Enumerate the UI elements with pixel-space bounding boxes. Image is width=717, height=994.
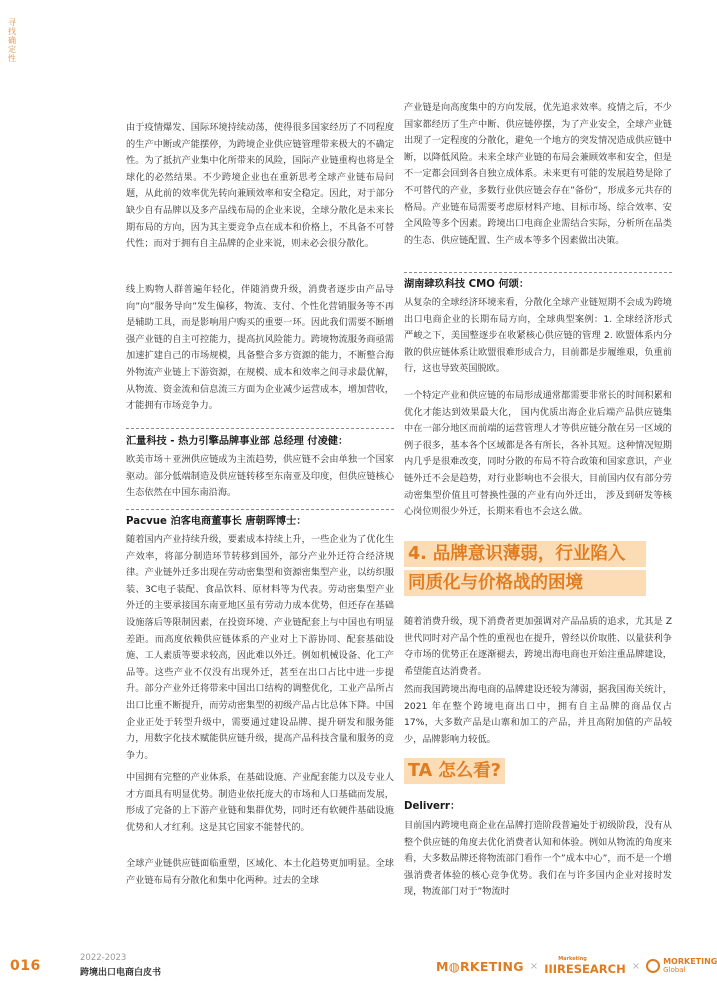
page-number: 016 [10, 958, 41, 974]
divider [126, 509, 394, 510]
right-paragraph-4: 随着消费升级，现下消费者更加强调对产品品质的追求，尤其是 Z 世代同时对产品个性的重视也在提升，曾经以价取胜、以量获利争夺市场的优势正在逐渐褪去，跨境出海电商也开始注重品牌建设，希望能直达消费者。 [404, 616, 672, 677]
morketing-global-subtitle: Global [663, 966, 686, 974]
morketing-global-text [663, 958, 717, 974]
morketing-global-logo [646, 958, 717, 974]
left-paragraph-4: 随着国内产业持续升级，要素成本持续上升，一些企业为了优化生产效率，将部分制造环节转移到国外，部分产业外迁符合经济规律。产业链外迁多出现在劳动密集型和资源密集型产业，以纺织服装、3C电子装配、食品饮料、原材料等为代表。劳动密集型产业外迁的主要承接国东南亚地区虽有劳动力成本优势，但还存在基础设施落后等限制因素，在投资环境、产业链配套上与中国也有明显差距。而高度依赖供应链体系的产业对上下游协同、配套基础设施、工人素质等要求较高，因此难以外迁。例如机械设备、化工产品等。这些产业不仅没有出现外迁，甚至在出口占比中进一步提升。部分产业外迁将带来中国出口结构的调整优化，工业产品所占出口比重不断提升，而劳动密集型的初级产品占比总体下降。中国企业正处于转型升级中，需要通过建设品牌、提升研发和服务能力，用数字化技术赋能供应链升级，提高产品科技含量和服务的竞争力。 [126, 534, 394, 761]
morketing-global-title: MORKETING [663, 957, 717, 966]
left-paragraph-5: 中国拥有完整的产业体系，在基础设施、产业配套能力以及专业人才方面具有明显优势。制造业依托庞大的市场和人口基础而发展，形成了完备的上下游产业链和集群优势，同时还有软硬件基础设施优势和人才红利。这是其它国家不能替代的。 [126, 772, 394, 833]
ta-view-title [404, 758, 646, 787]
speaker-heading-pacvue: Pacvue 泊客电商董事长 唐朝晖博士： [126, 516, 307, 527]
side-tag-char: 性 [8, 54, 16, 63]
ta-view-title-text: TA 怎么看? [404, 758, 505, 784]
side-section-tag [8, 18, 18, 63]
morketing-circle-icon [646, 959, 660, 973]
times-icon: × [529, 960, 539, 972]
left-paragraph-3: 欧美市场＋亚洲供应链成为主流趋势，供应链不会由单独一个国家驱动。部分低端制造及供应链转移至东南亚及印度，但供应链核心生态依然在中国东南沿海。 [126, 454, 394, 499]
left-paragraph-1: 由于疫情爆发、国际环境持续动荡，使得很多国家经历了不同程度的生产中断或产能摆停，为跨境企业供应链管理带来极大的不确定性。为了抵抗产业集中化所带来的风险，国际产业链重构也将是全球化的必然结果。不少跨境企业也在重新思考全球产业链布局问题，从此前的效率优先转向兼顾效率和安全稳定。因此，对于部分缺少自有品牌以及多产品线布局的企业来说，全球分散化是未来长期布局的方向，因为其主要竞争点在成本和价格上，不具备不可替代性；而对于拥有自主品牌的企业来说，则未必会很分散化。 [126, 122, 394, 250]
footer-title: 跨境出口电商白皮书 [80, 968, 162, 978]
left-paragraph-2: 线上购物人群普遍年轻化，伴随消费升级，消费者逐步由产品导向”向”服务导向”发生偏移，物流、支付、个性化营销服务等不再是辅助工具，而是影响用户购买的重要一环。因此我们需要不断增强产业链的自主可控能力，提高抗风险能力。跨境物流服务商亟需加速扩建自己的市场规模，具备整合多方资源的能力，不断整合海外物流产业链上下游资源，在规模、成本和效率之间寻求最优解，从物流、资金流和信息流三方面为企业减少运营成本，增加营收，才能拥有市场竞争力。 [126, 284, 394, 412]
iresearch-logo [544, 957, 626, 976]
section-title-line-2: 同质化与价格战的困境 [404, 570, 646, 596]
right-paragraph-2: 从复杂的全球经济环境来看，分散化全球产业链短期不会成为跨境出口电商企业的长期布局方向，全球典型案例：1. 全球经济形式严峻之下，美国整逐步在收紧核心供应链的管理 2. 欧盟体系内分散的供应链体系让欧盟很难形成合力，目前都是步履维艰，负重前行，这也导致英国脱欧。 [404, 297, 672, 375]
left-paragraph-6: 全球产业链供应链面临重塑，区域化、本土化趋势更加明显。全球产业链布局有分散化和集中化两种。过去的全球 [126, 858, 394, 886]
footer-year: 2022-2023 [80, 953, 127, 963]
side-tag-char: 确 [8, 36, 16, 45]
speaker-heading-deliverr: Deliverr： [404, 801, 461, 812]
section-title [404, 541, 646, 599]
side-tag-char: 定 [8, 45, 16, 54]
right-paragraph-3: 一个特定产业和供应链的布局形成通常都需要非常长的时间积累和优化才能达到效果最大化， 国内优质出海企业后端产品供应链集中在一部分地区而前端的运营管理人才等供应链分散在另一区域的例子很多，基本各个区域都是各有所长，各补其短。这种情况短期内几乎是很难改变，同时分散的布局不符合政策和国家意识，产业链外迁不会是趋势，对行业影响也不会很大，目前国内仅有部分劳动密集型价值且可替换性强的产业有向外迁出， 涉及到研发等核心岗位则很少外迁，长期来看也不会这么做。 [404, 390, 672, 518]
times-icon: × [631, 960, 641, 972]
section-title-line-1: 4. 品牌意识薄弱，行业陷入 [404, 541, 646, 567]
divider [126, 428, 394, 429]
side-tag-char: 找 [8, 27, 16, 36]
speaker-heading-hunan: 湖南肆玖科技 CMO 何颂： [404, 279, 530, 290]
iresearch-logo-text: IIIRESEARCH [544, 961, 626, 976]
morketing-logo: M◍RKETING [436, 958, 524, 974]
iresearch-logo-small: Marketing [558, 955, 587, 962]
right-paragraph-6: 目前国内跨境电商企业在品牌打造阶段普遍处于初级阶段，没有从整个供应链的角度去优化消费者认知和体验。例如从物流的角度来看，大多数品牌还将物流部门看作一个”成本中心”，而不是一个增强消费者体验的核心竞争优势。我们在与许多国内企业对接时发现，物流部门对于”物流时 [404, 820, 672, 898]
right-paragraph-5: 然而我国跨境出海电商的品牌建设还较为薄弱，据我国海关统计，2021 年在整个跨境电商出口中，拥有自主品牌的商品仅占 17%，大多数产品是山寨和加工的产品，并且高附加值的产品较少，品牌影响力较低。 [404, 684, 672, 745]
right-paragraph-1: 产业链是向高度集中的方向发展，优先追求效率。疫情之后，不少国家都经历了生产中断、供应链停摆，为了产业安全，全球产业链出现了一定程度的分散化，避免一个地方的突发情况造成供应链中断，以降低风险。未来全球产业链的布局会兼顾效率和安全，但是不一定都会回到各自独立成体系。未来更有可能的发展趋势是除了不可替代的产业，多数行业供应链会存在”备份”，形成多元共存的格局。产业链布局需要考虑原材料产地、目标市场、综合效率、安全风险等多个因素。跨境出口电商企业需结合实际，分析所在品类的生态、供应链配置、生产成本等多个因素做出决策。 [404, 102, 672, 246]
side-tag-char: 寻 [8, 18, 16, 27]
divider [404, 272, 672, 273]
footer-logos [436, 956, 717, 976]
speaker-heading-mobvista: 汇量科技 - 热力引擎品牌事业部 总经理 付凌健： [126, 436, 349, 447]
